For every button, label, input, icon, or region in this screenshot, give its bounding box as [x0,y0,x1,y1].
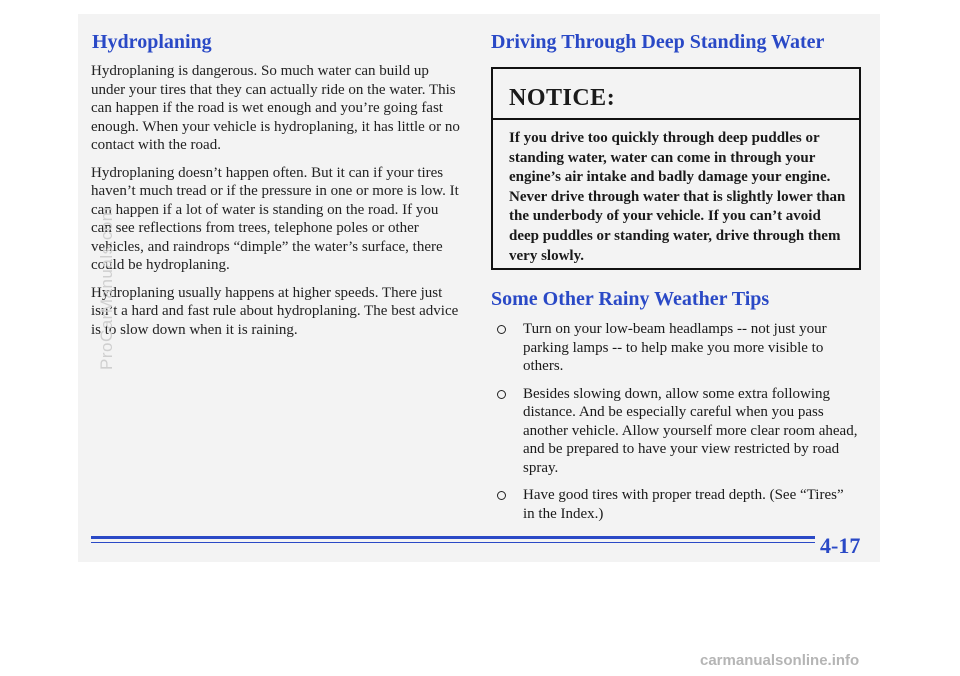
page-number: 4-17 [820,533,861,558]
tip-text: Turn on your low-beam headlamps -- not just your parking lamps -- to help make you more visible to others. [523,321,827,374]
paragraph: Hydroplaning doesn’t happen often. But it can if your tires haven’t much tread or if the pressure in one or more is low. It can happen if a lot of water is standing on the road. If you can see reflections from trees, telephone poles or other vehicles, and raindrops “dimple” the water’s surface, there could be hydroplaning. [91,164,459,273]
list-item [497,385,859,478]
hydroplaning-heading: Hydroplaning [92,31,212,53]
list-item [497,320,859,376]
tip-text: Besides slowing down, allow some extra following distance. And be especially careful when you pass another vehicle. Allow yourself more clear room ahead, and be prepared to have your view restricted by road spray. [523,385,858,476]
notice-title: NOTICE: [493,69,859,120]
notice-box [491,67,861,270]
watermark: ProCarManuals.com [97,206,116,370]
footer-rule [91,536,815,539]
deep-water-heading: Driving Through Deep Standing Water [491,31,825,53]
tips-list [497,320,859,532]
tip-text: Have good tires with proper tread depth. (See “Tires” in the Index.) [523,487,844,522]
rainy-tips-heading: Some Other Rainy Weather Tips [491,288,770,310]
notice-text: If you drive too quickly through deep puddles or standing water, water can come in through your engine’s air intake and badly damage your engine. Never drive through water that is slightly lower than the underbody of your vehicle. If you can’t avoid deep puddles or standing water, drive through them very slowly. [509,130,846,264]
bullet-icon [497,491,506,500]
bullet-icon [497,390,506,399]
bullet-icon [497,325,506,334]
list-item [497,486,859,523]
footer-rule-thin [91,542,815,543]
paragraph: Hydroplaning usually happens at higher speeds. There just isn’t a hard and fast rule about hydroplaning. The best advice is to slow down when it is raining. [91,284,459,338]
hydroplaning-section [91,62,461,348]
site-footer-mark[interactable]: carmanualsonline.info [700,652,860,669]
paragraph: Hydroplaning is dangerous. So much water can build up under your tires that they can actually ride on the water. This can happen if the road is wet enough and you’re going fast enough. When your vehicle is hydroplaning, it has little or no contact with the road. [91,63,460,153]
